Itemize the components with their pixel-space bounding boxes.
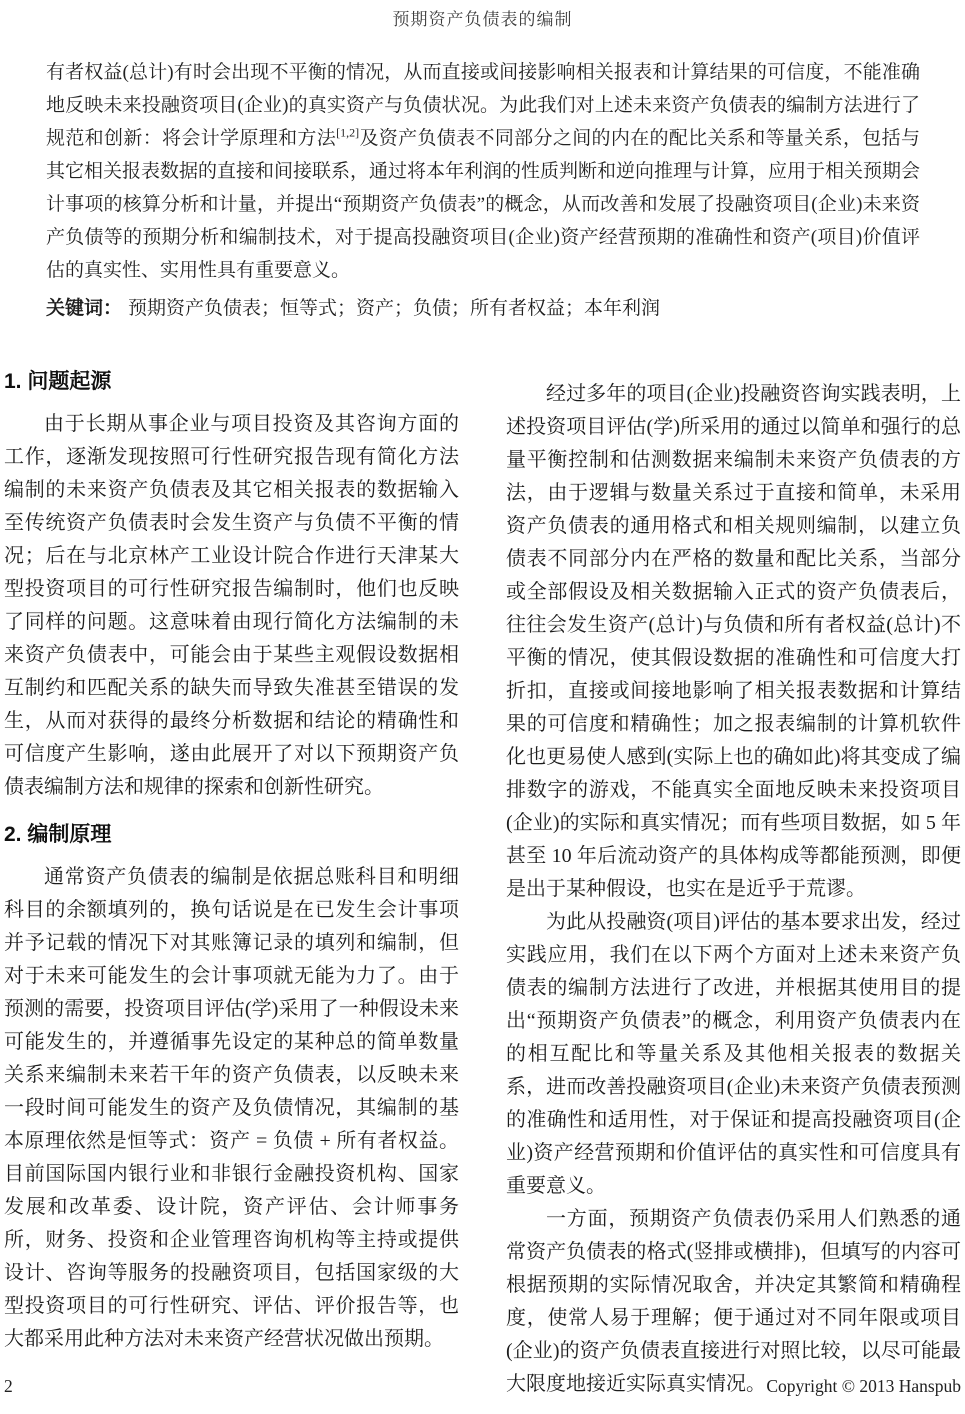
- section-2-paragraph: 通常资产负债表的编制是依据总账科目和明细科目的余额填列的，换句话说是在已发生会计事项并予记载的情况下对其账簿记录的填列和编制，但对于未来可能发生的会计事项就无能为力了。由于预测的需要，投资项目评估(学)采用了一种假设未来可能发生的，并遵循事先设定的某种总的简单数量关系来编制未来若干年的资产负债表，以反映未来一段时间可能发生的资产及负债情况，其编制的基本原理依然是恒等式：资产 = 负债 + 所有者权益。目前国际国内银行业和非银行金融投资机构、国家发展和改革委、设计院，资产评估、会计师事务所，财务、投资和企业管理咨询机构等主持或提供设计、咨询等服务的投融资项目，包括国家级的大型投资项目的可行性研究、评估、评价报告等，也大都采用此种方法对未来资产经营状况做出预期。: [4, 866, 459, 1350]
- right-column: [506, 366, 961, 1401]
- running-head-title: 预期资产负债表的编制: [392, 10, 573, 29]
- section-heading-compilation-principle: 2. 编制原理: [4, 823, 112, 846]
- section-1-paragraph: 由于长期从事企业与项目投资及其咨询方面的工作，逐渐发现按照可行性研究报告现有简化方法编制的未来资产负债表及其它相关报表的数据输入至传统资产负债表时会发生资产与负债不平衡的情况；后在与北京林产工业设计院合作进行天津某大型投资项目的可行性研究报告编制时，他们也反映了同样的问题。这意味着由现行简化方法编制的未来资产负债表中，可能会由于某些主观假设数据相互制约和匹配关系的缺失而导致失准甚至错误的发生，从而对获得的最终分析数据和结论的精确性和可信度产生影响，遂由此展开了对以下预期资产负债表编制方法和规律的探索和创新性研究。: [4, 413, 459, 798]
- abstract-text-after-citation: 及资产负债表不同部分之间的内在的配比关系和等量关系，包括与其它相关报表数据的直接和间接联系，通过将本年利润的性质判断和逆向推理与计算，应用于相关预期会计事项的核算分析和计量，并提出“预期资产负债表”的概念，从而改善和发展了投融资项目(企业)未来资产负债等的预期分析和编制技术，对于提高投融资项目(企业)资产经营预期的准确性和资产(项目)价值评估的真实性、实用性具有重要意义。: [46, 128, 921, 281]
- abstract-paragraph: [46, 56, 920, 287]
- page-number: 2: [4, 1376, 13, 1396]
- copyright-text: Copyright © 2013 Hanspub: [766, 1376, 961, 1396]
- page-footer: [4, 1376, 961, 1397]
- keywords-line: [46, 294, 920, 324]
- right-column-paragraph-2: 为此从投融资(项目)评估的基本要求出发，经过实践应用，我们在以下两个方面对上述未来资产负债表的编制方法进行了改进，并根据其使用目的提出“预期资产负债表”的概念，利用资产负债表内在的相互配比和等量关系及其他相关报表的数据关系，进而改善投融资项目(企业)未来资产负债表预测的准确性和适用性，对于保证和提高投融资项目(企业)资产经营预期和价值评估的真实性和可信度具有重要意义。: [506, 911, 961, 1197]
- section-heading-problem-origin: 1. 问题起源: [4, 370, 112, 393]
- abstract-text-before-citation: 有者权益(总计)有时会出现不平衡的情况，从而直接或间接影响相关报表和计算结果的可信度，不能准确地反映未来投融资项目(企业)的真实资产与负债状况。为此我们对上述未来资产负债表的编制方法进行了规范和创新：将会计学原理和方法: [46, 62, 920, 149]
- keywords-label: 关键词：: [46, 298, 123, 319]
- two-column-body: [4, 366, 961, 1401]
- left-column: [4, 366, 459, 1401]
- right-column-paragraph-1: 经过多年的项目(企业)投融资咨询实践表明，上述投资项目评估(学)所采用的通过以简单和强行的总量平衡控制和估测数据来编制未来资产负债表的方法，由于逻辑与数量关系过于直接和简单，未采用资产负债表的通用格式和相关规则编制，以建立负债表不同部分内在严格的数量和配比关系，当部分或全部假设及相关数据输入正式的资产负债表后，往往会发生资产(总计)与负债和所有者权益(总计)不平衡的情况，使其假设数据的准确性和可信度大打折扣，直接或间接地影响了相关报表数据和计算结果的可信度和精确性；加之报表编制的计算机软件化也更易使人感到(实际上也的确如此)将其变成了编排数字的游戏，不能真实全面地反映未来投资项目(企业)的实际和真实情况；而有些项目数据，如 5 年甚至 10 年后流动资产的具体构成等都能预测，即便是出于某种假设，也实在是近乎于荒谬。: [506, 383, 961, 900]
- right-column-paragraph-3: 一方面，预期资产负债表仍采用人们熟悉的通常资产负债表的格式(竖排或横排)，但填写的内容可根据预期的实际情况取舍，并决定其繁简和精确程度，使常人易于理解；便于通过对不同年限或项目(企业)的资产负债表直接进行对照比较，以尽可能最大限度地接近实际真实情况。: [506, 1208, 961, 1395]
- keywords-text: 预期资产负债表；恒等式；资产；负债；所有者权益；本年利润: [128, 298, 661, 319]
- citation-reference: [1,2]: [336, 125, 360, 140]
